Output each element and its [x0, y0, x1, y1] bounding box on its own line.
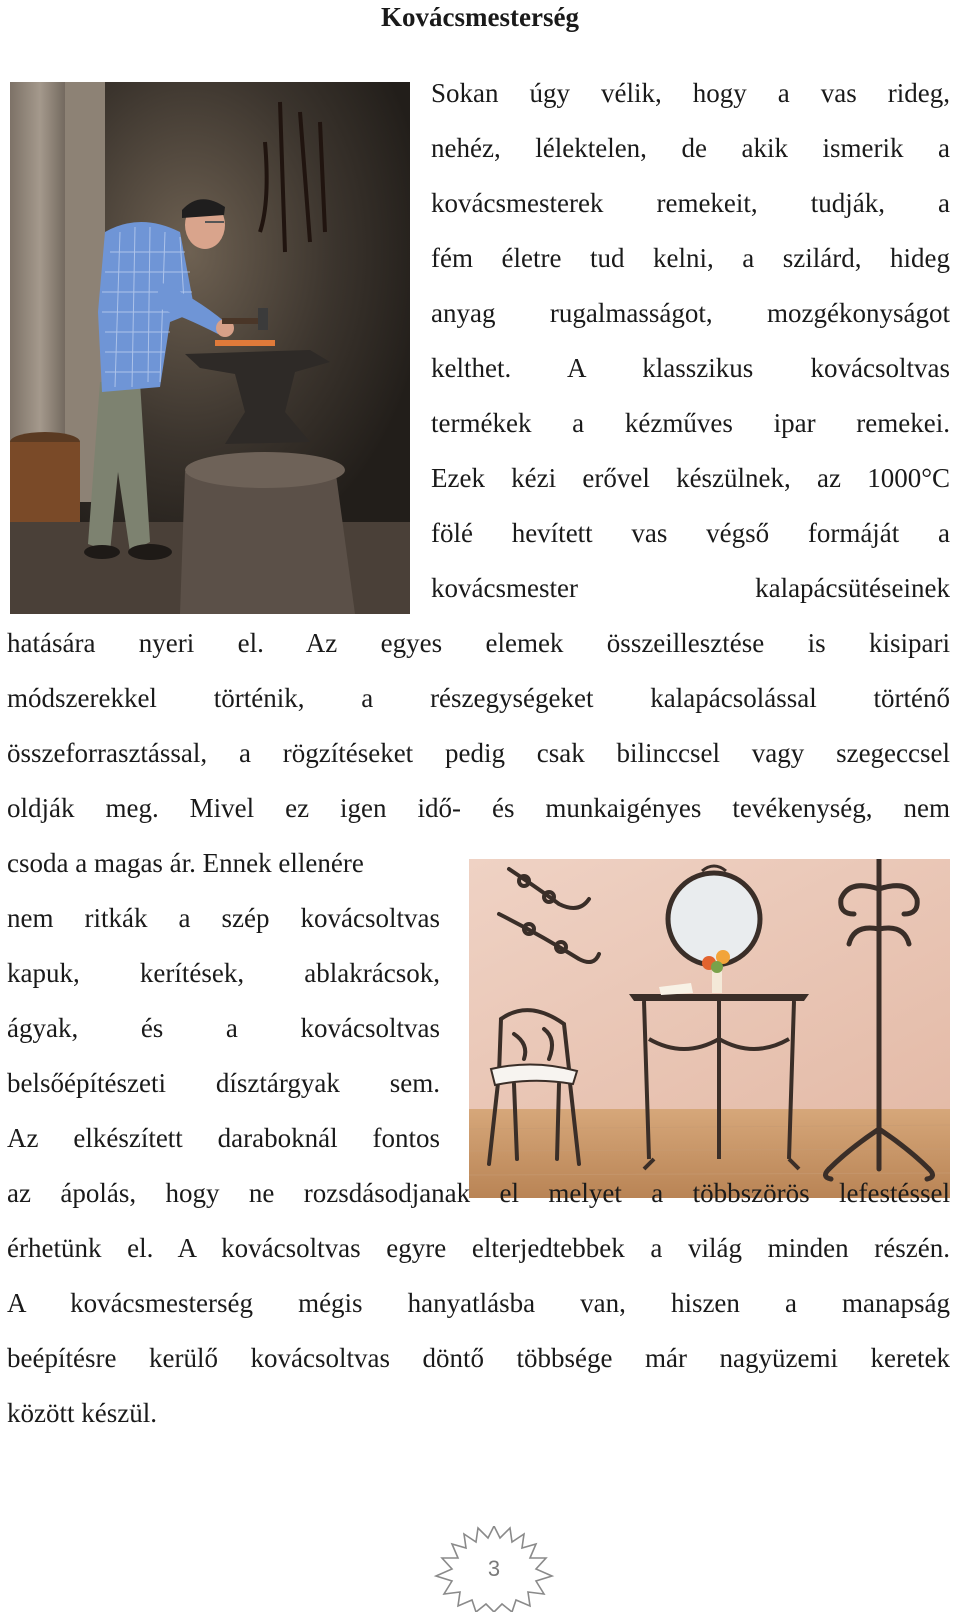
paragraph-line: fém életre tud kelni, a szilárd, hideg [431, 243, 950, 273]
paragraph-line: fölé hevített vas végső formáját a [431, 518, 950, 548]
paragraph-line: hatására nyeri el. Az egyes elemek összeillesztése is kisipari [7, 628, 950, 658]
page-title: Kovácsmesterség [381, 2, 579, 32]
paragraph-line: Sokan úgy vélik, hogy a vas rideg, [431, 78, 950, 108]
paragraph-line: beépítésre kerülő kovácsoltvas döntő többsége már nagyüzemi keretek [7, 1343, 950, 1373]
paragraph-line: A kovácsmesterség mégis hanyatlásba van, hiszen a manapság [7, 1288, 950, 1318]
paragraph-line: módszerekkel történik, a részegységeket kalapácsolással történő [7, 683, 950, 713]
paragraph-line: nem ritkák a szép kovácsoltvas [7, 903, 440, 933]
paragraph-line: Ezek kézi erővel készülnek, az 1000°C [431, 463, 950, 493]
paragraph-line: termékek a kézműves ipar remekei. [431, 408, 950, 438]
paragraph-line: összeforrasztással, a rögzítéseket pedig csak bilinccsel vagy szegeccsel [7, 738, 950, 768]
page-number: 3 [487, 1556, 501, 1581]
paragraph-line: kovácsmesterek remekeit, tudják, a [431, 188, 950, 218]
paragraph-line: között készül. [7, 1398, 157, 1428]
paragraph-line: Az elkészített daraboknál fontos [7, 1123, 440, 1153]
paragraph-line: nehéz, lélektelen, de akik ismerik a [431, 133, 950, 163]
paragraph-line: kovácsmester kalapácsütéseinek [431, 573, 950, 603]
wrought-iron-furniture-photo [469, 859, 950, 1198]
paragraph-line: az ápolás, hogy ne rozsdásodjanak el melyet a többszörös lefestéssel [7, 1178, 950, 1208]
blacksmith-photo [10, 82, 410, 614]
paragraph-line: oldják meg. Mivel ez igen idő- és munkaigényes tevékenység, nem [7, 793, 950, 823]
paragraph-line: csoda a magas ár. Ennek ellenére [7, 848, 364, 878]
paragraph-line: belsőépítészeti dísztárgyak sem. [7, 1068, 440, 1098]
paragraph-line: anyag rugalmasságot, mozgékonyságot [431, 298, 950, 328]
paragraph-line: érhetünk el. A kovácsoltvas egyre elterjedtebbek a világ minden részén. [7, 1233, 950, 1263]
paragraph-line: ágyak, és a kovácsoltvas [7, 1013, 440, 1043]
paragraph-line: kapuk, kerítések, ablakrácsok, [7, 958, 440, 988]
paragraph-line: kelthet. A klasszikus kovácsoltvas [431, 353, 950, 383]
